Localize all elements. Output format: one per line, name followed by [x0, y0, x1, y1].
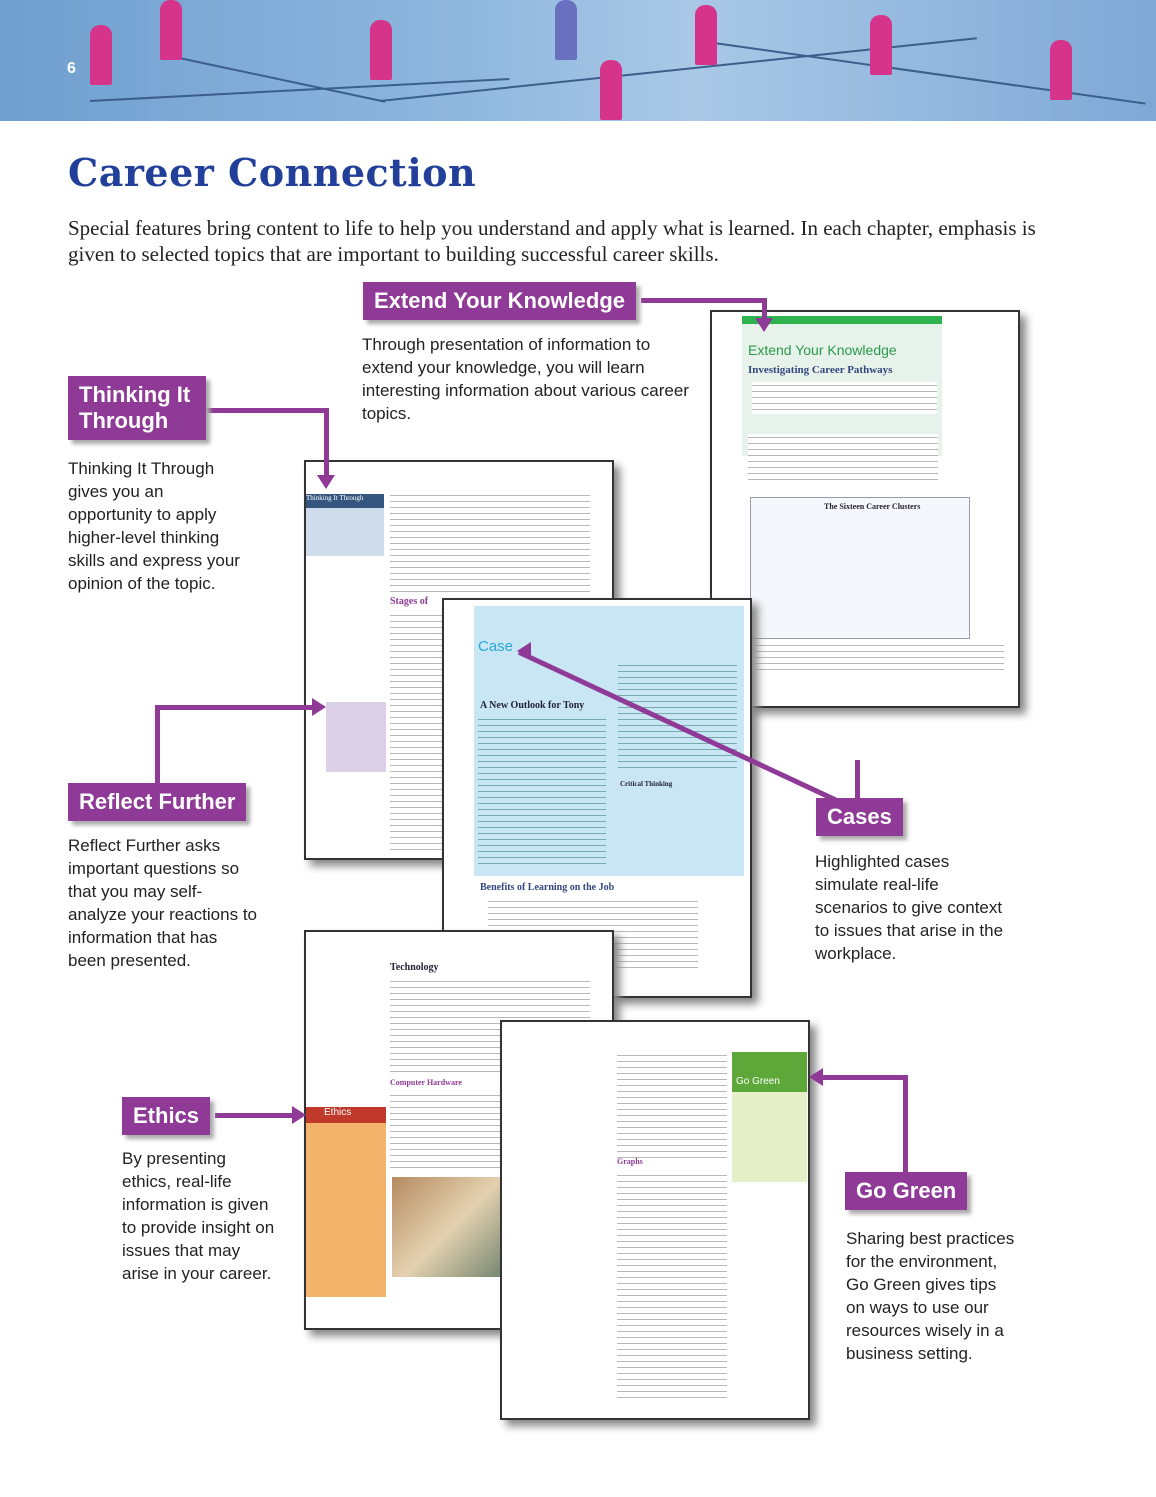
connector-line [155, 705, 160, 783]
sample-box-title: Go Green [732, 1052, 807, 1092]
arrow-left-icon [800, 1068, 823, 1086]
sample-subheading: The Sixteen Career Clusters [824, 502, 921, 511]
connector-line [155, 705, 315, 710]
tag-thinking-it-through: Thinking It Through [68, 376, 206, 440]
tag-cases: Cases [816, 798, 903, 836]
sample-section: Benefits of Learning on the Job [480, 882, 615, 893]
person-figure [160, 0, 182, 60]
sample-subheading: Critical Thinking [620, 780, 673, 788]
arrow-down-icon [317, 475, 335, 498]
network-line [700, 40, 1146, 105]
person-figure [555, 0, 577, 60]
arrow-left-icon [508, 642, 531, 660]
person-figure [870, 15, 892, 75]
connector-line [641, 298, 766, 303]
tag-reflect-further: Reflect Further [68, 783, 246, 821]
connector-line [815, 1075, 907, 1080]
tag-go-green: Go Green [845, 1172, 967, 1210]
tag-ethics: Ethics [122, 1097, 210, 1135]
desc-thinking-it-through: Thinking It Through gives you an opportunity to apply higher-level thinking skills and express your opinion of the topic. [68, 459, 240, 593]
connector-line [215, 1113, 293, 1118]
connector-line [206, 408, 329, 413]
sample-heading: Stages of [390, 596, 429, 607]
connector-line [855, 760, 860, 798]
connector-line [324, 408, 329, 478]
person-figure [370, 20, 392, 80]
arrow-right-icon [312, 698, 335, 716]
sample-page-extend [710, 310, 1020, 708]
desc-reflect-further: Reflect Further asks important questions so that you may self-analyze your reactions to information that has been presented. [68, 836, 257, 970]
sample-box-title: Case [478, 638, 514, 655]
sample-section: Computer Hardware [390, 1078, 462, 1087]
tag-extend-your-knowledge: Extend Your Knowledge [363, 282, 636, 320]
sample-heading: A New Outlook for Tony [480, 700, 585, 711]
connector-line [903, 1075, 908, 1173]
sample-box-title: Ethics [306, 1107, 386, 1123]
sample-section: Graphs [617, 1157, 643, 1166]
sample-page-green [500, 1020, 810, 1420]
person-figure [90, 25, 112, 85]
page-title: Career Connection [68, 150, 477, 195]
desc-cases: Highlighted cases simulate real-life scenarios to give context to issues that arise in the workplace. [815, 852, 1004, 963]
desc-extend-your-knowledge: Through presentation of information to extend your knowledge, you will learn interesting information about various career topics. [362, 335, 689, 423]
desc-go-green: Sharing best practices for the environment, Go Green gives tips on ways to use our resources wisely in a business setting. [846, 1229, 1015, 1363]
sample-box-title: Extend Your Knowledge [748, 342, 897, 358]
person-figure [695, 5, 717, 65]
desc-ethics: By presenting ethics, real-life information is given to provide insight on issues that may arise in your career. [122, 1149, 275, 1283]
page-number: 6 [67, 60, 76, 77]
sample-heading: Investigating Career Pathways [748, 364, 893, 376]
person-figure [1050, 40, 1072, 100]
header-banner [0, 0, 1156, 121]
person-figure [600, 60, 622, 120]
sample-box-title: Thinking It Through [306, 494, 384, 508]
arrow-right-icon [292, 1106, 315, 1124]
connector-line [762, 298, 767, 320]
sample-heading: Technology [390, 962, 439, 973]
arrow-down-icon [755, 318, 773, 341]
intro-text: Special features bring content to life to help you understand and apply what is learned. In each chapter, emphasis is given to selected topics that are important to building successful career skills. [68, 216, 1036, 266]
